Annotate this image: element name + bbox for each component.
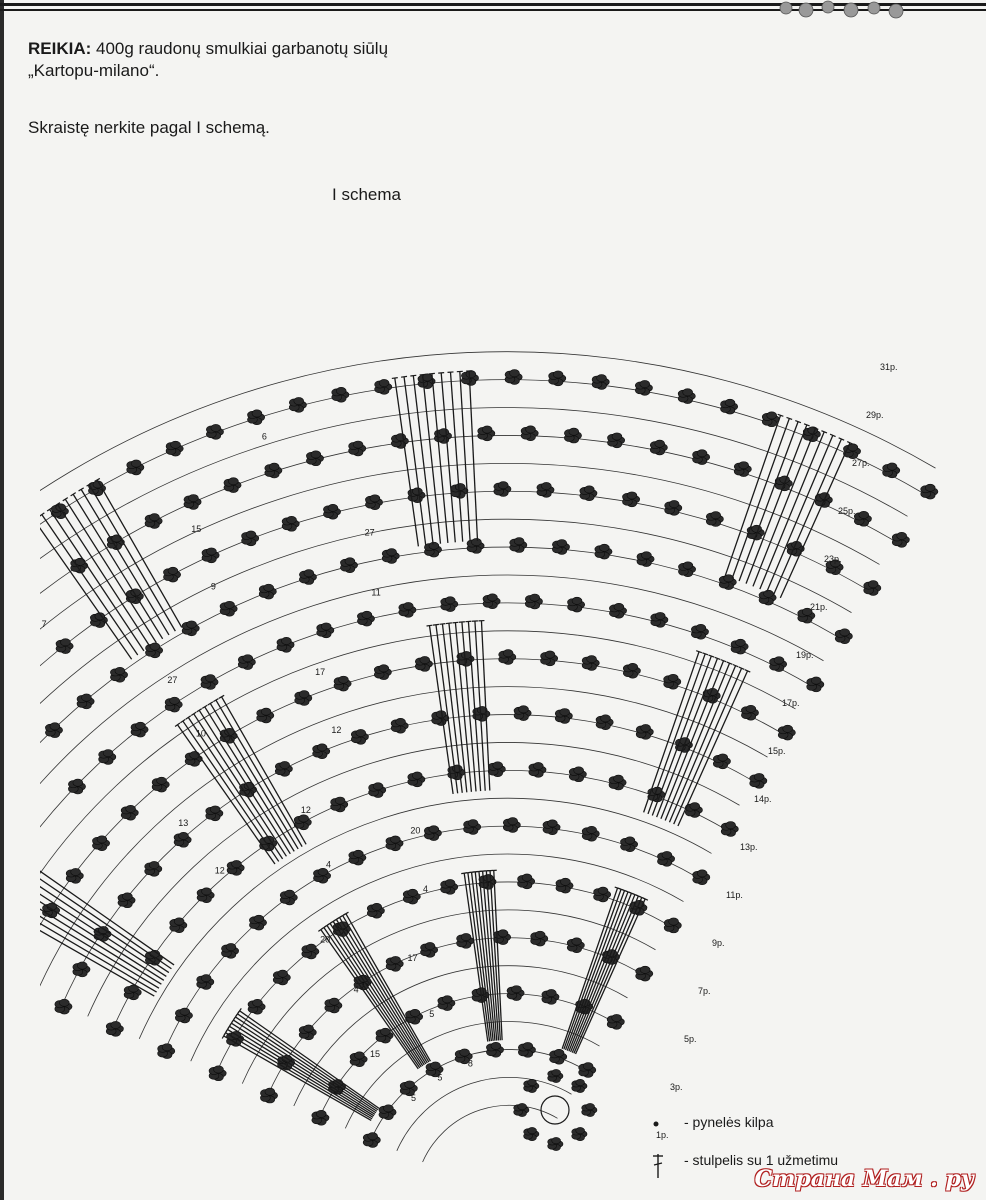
puff-stitch (242, 531, 259, 546)
puff-stitch (579, 1063, 596, 1078)
chain-arc (40, 631, 796, 972)
puff-stitch (126, 589, 143, 604)
chain-count: 10 (195, 728, 206, 739)
chain-count: 4 (353, 984, 359, 995)
puff-stitch (524, 1079, 539, 1092)
puff-stitch (312, 1110, 329, 1125)
puff-stitch (220, 601, 237, 616)
puff-stitch (374, 665, 391, 680)
row-label: 14p. (754, 794, 772, 804)
puff-stitch (391, 718, 408, 733)
puff-stitch (556, 878, 573, 893)
row-label: 5p. (684, 1034, 697, 1044)
puff-stitch (664, 674, 681, 689)
row-label: 13p. (740, 842, 758, 852)
puff-stitch (778, 725, 795, 740)
puff-stitch (572, 1079, 587, 1092)
puff-stitch (651, 612, 668, 627)
puff-stitch (248, 999, 265, 1014)
dc-fan (318, 912, 430, 1069)
puff-stitch (331, 797, 348, 812)
puff-stitch (201, 675, 218, 690)
materials-text (28, 38, 388, 82)
puff-stitch (541, 651, 558, 666)
chain-count: 17 (407, 953, 418, 964)
puff-stitch (379, 1105, 396, 1120)
puff-stitch (408, 772, 425, 787)
puff-stitch (299, 570, 316, 585)
puff-stitch (163, 567, 180, 582)
puff-stitch (609, 775, 626, 790)
corner-lace-ornament (756, 0, 986, 22)
chain-count: 27 (167, 675, 178, 686)
puff-stitch (209, 1066, 226, 1081)
puff-stitch (158, 1044, 175, 1059)
puff-stitch (529, 762, 546, 777)
puff-stitch (693, 870, 710, 885)
puff-stitch (118, 893, 135, 908)
puff-stitch (650, 440, 667, 455)
row-label: 3p. (670, 1082, 683, 1092)
puff-stitch (432, 711, 449, 726)
puff-stitch (592, 375, 609, 390)
puff-stitch (543, 820, 560, 835)
chain-count: 4 (326, 859, 332, 870)
puff-stitch (206, 424, 223, 439)
chain-count: 17 (315, 666, 326, 677)
chain-count: 12 (331, 725, 342, 736)
chain-count: 5 (437, 1072, 443, 1083)
puff-stitch (835, 629, 852, 644)
puff-stitch (518, 1042, 535, 1057)
puff-stitch (334, 676, 351, 691)
puff-stitch (441, 879, 458, 894)
puff-stitch (349, 850, 366, 865)
puff-stitch (295, 691, 312, 706)
puff-stitch (221, 943, 238, 958)
puff-stitch (622, 492, 639, 507)
chain-count: 12 (214, 865, 225, 876)
puff-stitch (524, 1127, 539, 1140)
row-label: 17p. (782, 698, 800, 708)
puff-stitch (317, 623, 334, 638)
chain-count: 20 (410, 825, 421, 836)
puff-stitch (607, 433, 624, 448)
dc-fan (175, 695, 306, 864)
puff-stitch (552, 540, 569, 555)
puff-stitch (55, 999, 72, 1014)
puff-stitch (582, 826, 599, 841)
puff-stitch (555, 708, 572, 723)
chain-arc (40, 547, 837, 938)
puff-stitch (184, 494, 201, 509)
materials-label: REIKIA: (28, 39, 92, 58)
puff-stitch (92, 836, 109, 851)
puff-stitch (182, 621, 199, 636)
puff-stitch (537, 482, 554, 497)
chain-count: 6 (261, 431, 267, 442)
legend-chain-text: - pynelės kilpa (684, 1114, 774, 1130)
chain-count: 9 (210, 581, 216, 592)
puff-stitch (175, 1008, 192, 1023)
puff-stitch (332, 387, 349, 402)
puff-stitch (514, 1103, 529, 1116)
puff-stitch (202, 548, 219, 563)
row-label: 27p. (852, 458, 870, 468)
puff-stitch (542, 989, 559, 1004)
page-left-border (0, 0, 4, 1200)
puff-stitch (596, 715, 613, 730)
puff-stitch (375, 379, 392, 394)
puff-stitch (531, 931, 548, 946)
puff-stitch (582, 656, 599, 671)
puff-stitch (750, 773, 767, 788)
chain-arc (371, 1049, 585, 1139)
puff-stitch (424, 826, 441, 841)
puff-stitch (548, 1069, 563, 1082)
puff-stitch (464, 820, 481, 835)
puff-stitch (382, 549, 399, 564)
row-label: 29p. (866, 410, 884, 420)
puff-stitch (507, 986, 524, 1001)
puff-stitch (257, 708, 274, 723)
center-ring (541, 1096, 569, 1124)
puff-stitch (486, 1042, 503, 1057)
row-label: 7p. (698, 986, 711, 996)
puff-stitch (367, 903, 384, 918)
puff-stitch (369, 783, 386, 798)
puff-stitch (883, 463, 900, 478)
puff-stitch (505, 370, 522, 385)
chain-count: 15 (191, 524, 202, 535)
puff-stitch (289, 397, 306, 412)
chain-count: 12 (300, 804, 311, 815)
puff-stitch (665, 500, 682, 515)
puff-stitch (759, 590, 776, 605)
dot-icon (650, 1112, 678, 1142)
chain-count: 8 (467, 1058, 473, 1069)
scheme-title: I schema (332, 185, 401, 204)
puff-stitch (514, 706, 531, 721)
puff-stitch (415, 656, 432, 671)
puff-stitch (282, 516, 299, 531)
puff-stitch (594, 887, 611, 902)
puff-stitch (620, 837, 637, 852)
chain-count: 7 (41, 619, 47, 630)
puff-stitch (494, 482, 511, 497)
puff-stitch (503, 818, 520, 833)
puff-stitch (99, 750, 116, 765)
puff-stitch (273, 970, 290, 985)
puff-stitch (582, 1103, 597, 1116)
puff-stitch (299, 1025, 316, 1040)
puff-stitch (145, 514, 162, 529)
puff-stitch (399, 602, 416, 617)
row-label: 1p. (656, 1130, 669, 1140)
row-label: 25p. (838, 506, 856, 516)
puff-stitch (741, 705, 758, 720)
puff-stitch (623, 663, 640, 678)
puff-stitch (525, 594, 542, 609)
puff-stitch (488, 762, 505, 777)
puff-stitch (678, 562, 695, 577)
puff-stitch (807, 677, 824, 692)
row-label: 19p. (796, 650, 814, 660)
puff-stitch (637, 552, 654, 567)
row-label: 11p. (726, 890, 743, 900)
puff-stitch (713, 754, 730, 769)
site-watermark: Страна Мам . ру (754, 1166, 974, 1192)
puff-stitch (349, 441, 366, 456)
puff-stitch (357, 611, 374, 626)
puff-stitch (457, 933, 474, 948)
puff-stitch (197, 888, 214, 903)
puff-stitch (68, 779, 85, 794)
materials-line2: „Kartopu-milano“. (28, 61, 160, 80)
chain-arc (397, 1077, 572, 1150)
puff-stitch (145, 861, 162, 876)
puff-stitch (721, 822, 738, 837)
puff-stitch (892, 532, 909, 547)
puff-stitch (770, 657, 787, 672)
puff-stitch (386, 956, 403, 971)
puff-stitch (350, 1052, 367, 1067)
puff-stitch (265, 463, 282, 478)
puff-stitch (197, 975, 214, 990)
puff-stitch (421, 942, 438, 957)
puff-stitch (323, 504, 340, 519)
puff-stitch (224, 478, 241, 493)
puff-stitch (66, 868, 83, 883)
puff-stitch (478, 426, 495, 441)
puff-stitch (921, 484, 938, 499)
puff-stitch (568, 597, 585, 612)
row-label: 15p. (768, 746, 786, 756)
puff-stitch (45, 723, 62, 738)
puff-stitch (73, 962, 90, 977)
puff-stitch (152, 777, 169, 792)
puff-stitch (518, 874, 535, 889)
chain-count: 20 (320, 934, 331, 945)
puff-stitch (145, 643, 162, 658)
puff-stitch (240, 782, 257, 797)
chain-count: 11 (371, 587, 381, 598)
puff-stitch (340, 558, 357, 573)
puff-stitch (580, 486, 597, 501)
puff-stitch (635, 380, 652, 395)
puff-stitch (564, 428, 581, 443)
puff-stitch (259, 584, 276, 599)
chain-count: 4 (422, 884, 428, 895)
puff-stitch (569, 767, 586, 782)
puff-stitch (521, 426, 538, 441)
puff-stitch (313, 744, 330, 759)
puff-stitch (438, 996, 455, 1011)
puff-stitch (499, 650, 516, 665)
materials-line1: 400g raudonų smulkiai garbanotų siūlų (91, 39, 389, 58)
puff-stitch (260, 1088, 277, 1103)
puff-stitch (363, 1133, 380, 1148)
puff-stitch (441, 597, 458, 612)
puff-stitch (664, 918, 681, 933)
puff-stitch (165, 697, 182, 712)
puff-stitch (313, 868, 330, 883)
puff-stitch (854, 511, 871, 526)
puff-stitch (864, 581, 881, 596)
puff-stitch (567, 938, 584, 953)
crochet-diagram (40, 210, 960, 1200)
chain-count: 27 (364, 527, 375, 538)
puff-stitch (510, 538, 527, 553)
puff-stitch (249, 915, 266, 930)
puff-stitch (365, 495, 382, 510)
legend-dc-text: - stulpelis su 1 užmetimu (684, 1152, 839, 1168)
puff-stitch (549, 371, 566, 386)
dc-fan (461, 870, 502, 1041)
puff-stitch (572, 1127, 587, 1140)
puff-stitch (174, 832, 191, 847)
puff-stitch (548, 1137, 563, 1150)
puff-stitch (247, 410, 264, 425)
puff-stitch (636, 724, 653, 739)
puff-stitch (306, 451, 323, 466)
puff-stitch (166, 441, 183, 456)
puff-stitch (277, 637, 294, 652)
puff-stitch (595, 544, 612, 559)
puff-stitch (636, 966, 653, 981)
puff-stitch (170, 918, 187, 933)
puff-stitch (238, 655, 255, 670)
puff-stitch (77, 694, 94, 709)
puff-stitch (607, 1014, 624, 1029)
double-crochet-icon (650, 1150, 678, 1180)
chain-count: 5 (429, 1009, 435, 1020)
puff-stitch (494, 930, 511, 945)
puff-stitch (550, 1049, 567, 1064)
row-label: 21p. (810, 602, 828, 612)
puff-stitch (351, 729, 368, 744)
chain-count: 15 (369, 1049, 381, 1060)
row-label: 9p. (712, 938, 725, 948)
chain-count: 5 (411, 1093, 417, 1104)
puff-stitch (731, 639, 748, 654)
puff-stitch (121, 805, 138, 820)
instruction-text: Skraistę nerkite pagal I schemą. (28, 118, 270, 137)
puff-stitch (386, 836, 403, 851)
chain-count: 13 (178, 817, 189, 828)
puff-stitch (403, 889, 420, 904)
puff-stitch (106, 1021, 123, 1036)
puff-stitch (609, 603, 626, 618)
puff-stitch (127, 460, 144, 475)
puff-stitch (325, 998, 342, 1013)
row-label: 31p. (880, 362, 898, 372)
puff-stitch (483, 594, 500, 609)
puff-stitch (391, 434, 408, 449)
puff-stitch (275, 761, 292, 776)
row-label: 23p. (824, 554, 842, 564)
